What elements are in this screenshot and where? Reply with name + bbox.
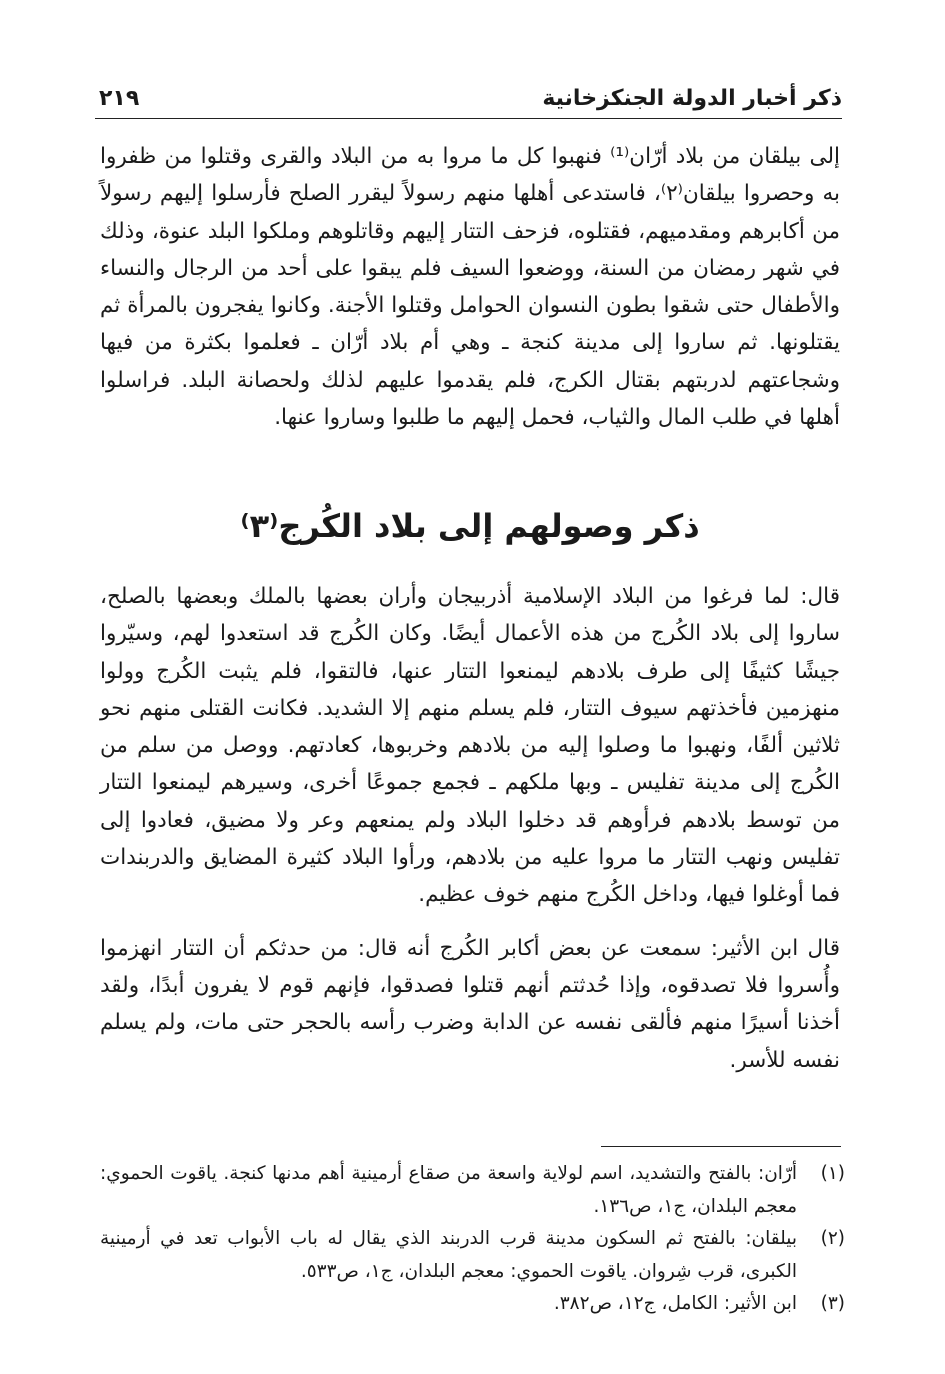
- paragraph: قال ابن الأثير: سمعت عن بعض أكابر الكُرج أنه قال: من حدثكم أن التتار انهزموا وأُسروا فلا تصدقوه، وإذا حُدثتم أنهم قتلوا فصدقوا، فإنهم قوم لا يفرون أبدًا، ولقد أخذنا أسيرًا منهم فألقى نفسه عن الدابة وضرب رأسه بالحجر حتى مات، ولم يسلم نفسه للأسر.: [100, 935, 840, 1073]
- main-text: [100, 138, 840, 1079]
- footnote-text: ابن الأثير: الكامل، ج١٢، ص٣٨٢.: [553, 1293, 797, 1314]
- footnote-number: (٢): [820, 1228, 845, 1249]
- footnote-number: (١): [820, 1163, 845, 1184]
- footnote: [100, 1158, 845, 1223]
- footnote-text: بيلقان: بالفتح ثم السكون مدينة قرب الدربند الذي يقال له باب الأبواب تعد في أرمينية الكبرى، قرب شِروان. ياقوت الحموي: معجم البلدان، ج١، ص٥٣٣.: [100, 1228, 797, 1282]
- footnote: [100, 1223, 845, 1288]
- page-number: ٢١٩: [99, 86, 140, 111]
- footnote-text: أرّان: بالفتح والتشديد، اسم لولاية واسعة من صقاع أرمينية أهم مدنها كنجة. ياقوت الحموي: معجم البلدان، ج١، ص١٣٦.: [100, 1163, 797, 1217]
- running-header: [95, 84, 842, 119]
- footnote: [100, 1288, 845, 1321]
- footnotes: [100, 1158, 845, 1321]
- footnote-divider: [601, 1146, 841, 1147]
- paragraph: إلى بيلقان من بلاد أرّان⁽¹⁾ فنهبوا كل ما مروا به من البلاد والقرى وقتلوا من ظفروا به وحصروا بيلقان⁽٢⁾، فاستدعى أهلها منهم رسولاً ليقرر الصلح فأرسلوا إليهم رسولاً من أكابرهم ومقدميهم، فقتلوه، فزحف التتار إليهم وقاتلوهم وملكوا البلد عنوة، وذلك في شهر رمضان من السنة، ووضعوا السيف فلم يبقوا على أحد من الرجال والنساء والأطفال حتى شقوا بطون النسوان الحوامل وقتلوا الأجنة. وكانوا يفجرون بالمرأة ثم يقتلونها. ثم ساروا إلى مدينة كنجة ـ وهي أم بلاد أرّان ـ فعلموا بكثرة من فيها وشجاعتهم لدربتهم بقتال الكرج، فلم يقدموا عليهم لذلك ولحصانة البلد. فراسلوا أهلها في طلب المال والثياب، فحمل إليهم ما طلبوا وساروا عنها.: [100, 144, 841, 431]
- paragraph: قال: لما فرغوا من البلاد الإسلامية أذربيجان وأران بعضها بالملك وبعضها بالصلح، ساروا إلى بلاد الكُرج من هذه الأعمال أيضًا. وكان الكُرج قد استعدوا لهم، وسيّروا جيشًا كثيفًا إلى طرف بلادهم ليمنعوا التتار عنها، فالتقوا، فلم يثبت الكُرج وولوا منهزمين فأخذتهم سيوف التتار، فلم يسلم منهم إلا الشديد. فكانت القتلى منهم نحو ثلاثين ألفًا، ونهبوا ما وصلوا إليه من بلادهم وخربوها، كعادتهم. ووصل من سلم من الكُرج إلى مدينة تفليس ـ وبها ملكهم ـ فجمع جموعًا أخرى، وسيرهم ليمنعوا التتار من توسط بلادهم فرأوهم قد دخلوا البلاد ولم يمنعهم وعر ولا مضيق، فعادوا إلى تفليس ونهب التتار ما مروا عليه من بلادهم، ورأوا البلاد كثيرة المضايق والدربندات فما أوغلوا فيها، وداخل الكُرج منهم خوف عظيم.: [100, 584, 840, 908]
- running-title: ذكر أخبار الدولة الجنكزخانية: [542, 86, 842, 111]
- footnote-number: (٣): [820, 1293, 845, 1314]
- section-heading: ذكر وصولهم إلى بلاد الكُرج⁽٣⁾: [240, 507, 700, 545]
